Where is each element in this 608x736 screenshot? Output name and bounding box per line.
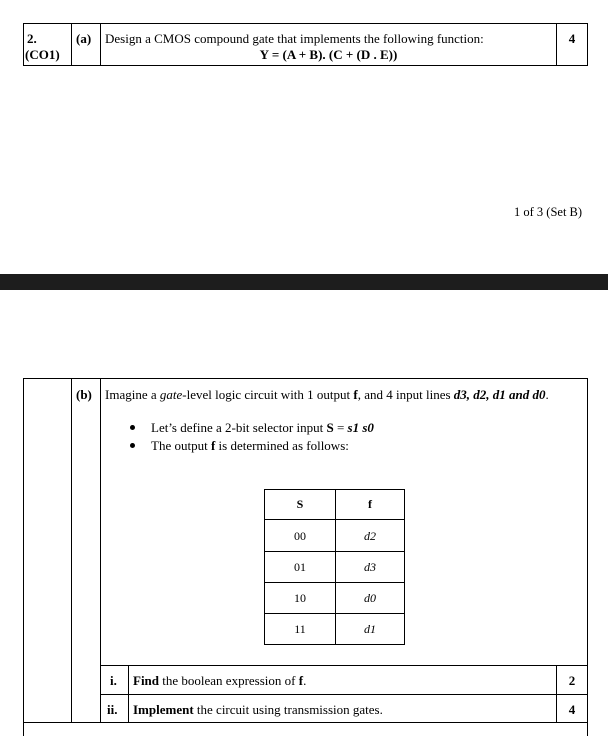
subpart-rest: the boolean expression of xyxy=(159,673,299,688)
subpart-verb: Find xyxy=(133,673,160,688)
bullet-icon xyxy=(130,425,135,430)
rule xyxy=(23,23,588,24)
subpart-var: f xyxy=(298,673,304,688)
rule xyxy=(128,665,129,723)
marks-a: 4 xyxy=(568,31,576,46)
rule xyxy=(71,23,72,66)
bullet-item xyxy=(151,420,374,435)
table-cell-s: 01 xyxy=(294,560,306,574)
intro-text: , and 4 input lines xyxy=(357,387,454,402)
table-cell-f: d1 xyxy=(364,622,376,636)
intro-text: -level logic circuit with 1 output xyxy=(182,387,354,402)
subpart-marks: 2 xyxy=(568,673,576,688)
subpart-text xyxy=(133,702,383,717)
table-header-f: f xyxy=(368,497,372,511)
subpart-label: ii. xyxy=(107,702,118,717)
table-cell-f: d2 xyxy=(364,529,376,543)
subpart-verb: Implement xyxy=(133,702,194,717)
function-expression: Y = (A + B). (C + (D . E)) xyxy=(259,47,398,62)
question-number: 2. xyxy=(27,31,37,46)
bullet-text: is determined as follows: xyxy=(215,438,349,453)
rule xyxy=(100,378,101,723)
table-cell-s: 11 xyxy=(294,622,306,636)
rule xyxy=(100,665,588,666)
rule xyxy=(587,23,588,66)
part-label-b: (b) xyxy=(76,387,92,402)
rule xyxy=(23,378,24,736)
rule xyxy=(100,694,588,695)
bullet-text: = xyxy=(333,420,348,435)
table-header-s: S xyxy=(296,497,304,511)
subpart-label: i. xyxy=(110,673,117,688)
subpart-text xyxy=(133,673,306,688)
table-cell-s: 00 xyxy=(294,529,306,543)
subpart-end: . xyxy=(303,673,307,688)
rule xyxy=(23,378,588,379)
table-cell-s: 10 xyxy=(294,591,306,605)
bullet-item xyxy=(151,438,349,453)
page-footer: 1 of 3 (Set B) xyxy=(514,205,583,219)
rule xyxy=(587,378,588,736)
subpart-rest: the circuit using transmission gates. xyxy=(193,702,383,717)
rule xyxy=(23,722,588,723)
bullet-text: The output xyxy=(151,438,211,453)
intro-text: gate xyxy=(159,387,183,402)
question-text-a: Design a CMOS compound gate that implements the following function: xyxy=(105,31,484,46)
bullet-text: Let’s define a 2-bit selector input xyxy=(151,420,327,435)
bullet-text: f xyxy=(210,438,216,453)
intro-paragraph xyxy=(105,387,549,402)
subpart-marks: 4 xyxy=(568,702,576,717)
rule xyxy=(23,23,24,66)
bullet-text: s1 s0 xyxy=(347,420,374,435)
table-cell-f: d0 xyxy=(364,591,376,605)
intro-text: Imagine a xyxy=(105,387,160,402)
intro-text: d3, d2, d1 and d0 xyxy=(453,387,546,402)
bullet-icon xyxy=(130,443,135,448)
table-cell-f: d3 xyxy=(364,560,376,574)
course-outcome: (CO1) xyxy=(25,47,60,62)
rule xyxy=(71,378,72,723)
intro-text: . xyxy=(545,387,549,402)
bullet-text: S xyxy=(326,420,334,435)
rule xyxy=(404,489,405,645)
intro-text: f xyxy=(353,387,358,402)
page-separator xyxy=(0,274,608,290)
rule xyxy=(23,65,588,66)
part-label-a: (a) xyxy=(76,31,92,46)
